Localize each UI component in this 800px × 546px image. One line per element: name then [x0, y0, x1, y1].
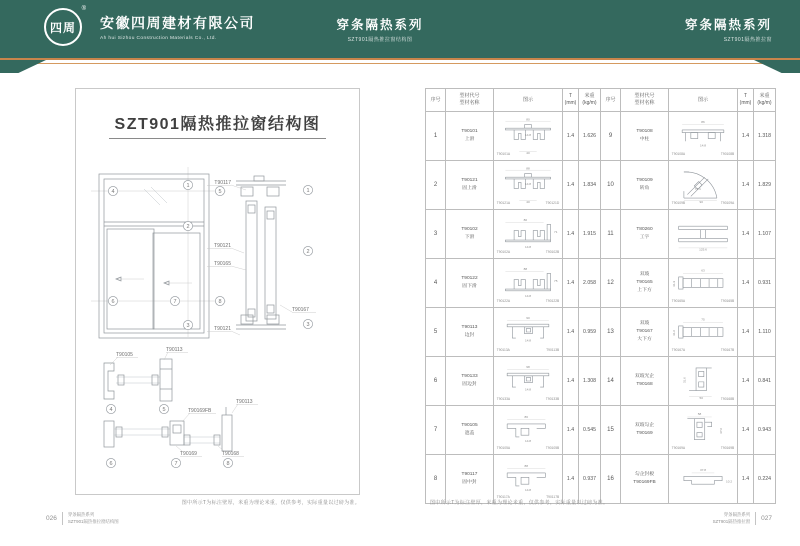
footer-line1: 穿条隔热系列: [723, 512, 751, 517]
svg-text:T90133B: T90133B: [545, 397, 560, 402]
profile-code-cell: T90133 固边封: [446, 357, 494, 406]
series-subtitle: SZT901隔热推拉窗结构图: [347, 37, 413, 43]
svg-text:6: 6: [111, 299, 115, 305]
page-title: SZT901隔热推拉窗结构图: [109, 111, 327, 139]
svg-text:31.6: 31.6: [682, 377, 687, 384]
profile-section-diagram: [670, 456, 736, 502]
thickness-cell: 1.4: [738, 308, 754, 357]
footer-divider: [62, 512, 63, 525]
svg-text:7: 7: [173, 299, 177, 305]
profile-section-diagram: [670, 162, 736, 208]
diagram-cell: [494, 357, 563, 406]
profile-code-cell: T90122 固下滑: [446, 259, 494, 308]
svg-text:4: 4: [109, 407, 113, 413]
footer-divider: [755, 512, 756, 525]
thickness-cell: 1.4: [738, 161, 754, 210]
svg-text:7: 7: [174, 461, 178, 467]
diagram-cell: [669, 259, 738, 308]
profile-section-diagram: [495, 407, 561, 453]
svg-text:3: 3: [186, 323, 190, 329]
svg-text:14.8: 14.8: [524, 244, 532, 249]
profile-section-diagram: [670, 211, 736, 257]
profile-code-cell: 勾企封板 T90169FB: [621, 455, 669, 504]
column-header: T (mm): [738, 89, 754, 112]
diagram-cell: [494, 259, 563, 308]
weight-cell: 1.107: [754, 210, 776, 259]
diagram-cell: [494, 455, 563, 504]
weight-cell: 0.931: [754, 259, 776, 308]
thickness-cell: 1.4: [738, 406, 754, 455]
svg-text:T90102A: T90102A: [496, 250, 511, 255]
profile-code-cell: T90105 遮盖: [446, 406, 494, 455]
profile-section-diagram: [670, 260, 736, 306]
row-number-cell: 9: [601, 112, 621, 161]
row-number-cell: 7: [426, 406, 446, 455]
column-header: 序号: [426, 89, 446, 112]
table-row: [426, 112, 776, 161]
svg-text:14.8: 14.8: [524, 182, 532, 186]
diagram-cell: [494, 406, 563, 455]
weight-cell: 1.834: [579, 161, 601, 210]
thickness-cell: 1.4: [738, 357, 754, 406]
company-name-cn: 安徽四周建材有限公司: [100, 15, 255, 31]
thickness-cell: 1.4: [738, 210, 754, 259]
thickness-cell: 1.4: [563, 308, 579, 357]
row-number-cell: 2: [426, 161, 446, 210]
svg-text:T90109A: T90109A: [720, 201, 735, 206]
svg-text:T90169FB: T90169FB: [188, 408, 212, 414]
svg-text:80: 80: [526, 117, 530, 122]
svg-text:80: 80: [523, 217, 528, 222]
svg-text:T90169A: T90169A: [671, 446, 686, 451]
svg-text:T90109B: T90109B: [671, 201, 686, 206]
svg-text:14.8: 14.8: [524, 439, 532, 444]
svg-text:T90167B: T90167B: [720, 348, 735, 353]
profile-section-diagram: [670, 113, 736, 159]
svg-text:T90168: T90168: [222, 451, 239, 457]
weight-cell: 1.915: [579, 210, 601, 259]
row-number-cell: 15: [601, 406, 621, 455]
svg-text:1: 1: [306, 188, 310, 194]
thickness-cell: 1.4: [738, 259, 754, 308]
diagram-cell: [669, 210, 738, 259]
footer-series-right: [713, 512, 751, 525]
svg-text:75: 75: [554, 279, 558, 284]
weight-cell: 0.224: [754, 455, 776, 504]
disclaimer-note-right: 图中所示T为标注壁厚，米重为理论米重，仅供参考，实际重量以过磅为准。: [430, 500, 609, 506]
svg-text:T90108B: T90108B: [720, 152, 735, 157]
page-number-right: 027: [761, 515, 772, 523]
svg-text:3: 3: [306, 322, 310, 328]
profile-code-cell: T90102 下滑: [446, 210, 494, 259]
svg-text:T90113: T90113: [236, 399, 253, 405]
series-title-left-page: [295, 15, 465, 43]
svg-text:T90105A: T90105A: [496, 446, 511, 451]
page-number-left: 026: [46, 515, 57, 523]
svg-text:74.1: 74.1: [694, 187, 701, 192]
row-number-cell: 10: [601, 161, 621, 210]
profile-section-diagram: [495, 260, 561, 306]
svg-text:2: 2: [186, 224, 190, 230]
diagram-cell: [669, 455, 738, 504]
company-block: [100, 13, 255, 41]
svg-text:40: 40: [526, 200, 530, 205]
svg-text:T90133A: T90133A: [496, 397, 511, 402]
row-number-cell: 14: [601, 357, 621, 406]
page-footer: [0, 510, 800, 536]
thickness-cell: 1.4: [563, 406, 579, 455]
profile-section-diagram: [670, 407, 736, 453]
svg-text:14.8: 14.8: [524, 133, 532, 137]
diagram-cell: [494, 112, 563, 161]
row-number-cell: 13: [601, 308, 621, 357]
weight-cell: 0.841: [754, 357, 776, 406]
column-header: 米重 (kg/m): [579, 89, 601, 112]
table-row: [426, 161, 776, 210]
svg-text:63: 63: [701, 268, 705, 273]
svg-text:37.6: 37.6: [719, 427, 724, 434]
footer-series-left: [68, 512, 119, 525]
footer-left: [46, 512, 119, 525]
svg-text:T90117: T90117: [214, 180, 231, 186]
svg-text:8: 8: [226, 461, 230, 467]
svg-text:75: 75: [701, 317, 705, 322]
profile-code-cell: T90113 边封: [446, 308, 494, 357]
profile-section-diagram: [495, 456, 561, 502]
accent-line-bottom: [0, 63, 800, 64]
table-row: [426, 308, 776, 357]
profile-code-cell: T90121 固上滑: [446, 161, 494, 210]
svg-text:T90165B: T90165B: [720, 299, 735, 304]
diagram-cell: [494, 308, 563, 357]
svg-text:8: 8: [218, 299, 222, 305]
svg-text:T90122A: T90122A: [496, 299, 511, 304]
weight-cell: 1.318: [754, 112, 776, 161]
table-header-row: [426, 89, 776, 112]
svg-text:T90169: T90169: [180, 451, 197, 457]
right-page: [425, 88, 775, 500]
footer-line1: 穿条隔热系列: [67, 512, 95, 517]
row-number-cell: 5: [426, 308, 446, 357]
svg-text:88: 88: [523, 266, 528, 271]
profile-spec-table: [425, 88, 776, 504]
svg-text:1: 1: [186, 183, 190, 189]
row-number-cell: 6: [426, 357, 446, 406]
row-number-cell: 16: [601, 455, 621, 504]
svg-text:T90165: T90165: [214, 261, 231, 267]
svg-text:86: 86: [701, 119, 705, 124]
profile-code-cell: T90108 中柱: [621, 112, 669, 161]
column-header: 序号: [601, 89, 621, 112]
weight-cell: 2.058: [579, 259, 601, 308]
svg-text:T90168B: T90168B: [720, 397, 735, 402]
table-row: [426, 259, 776, 308]
table-row: [426, 210, 776, 259]
svg-text:T90169B: T90169B: [720, 446, 735, 451]
table-row: [426, 357, 776, 406]
svg-text:90: 90: [699, 200, 703, 205]
window-structure-drawing: [76, 89, 361, 496]
svg-text:40: 40: [526, 151, 530, 156]
row-number-cell: 1: [426, 112, 446, 161]
thickness-cell: 1.4: [563, 112, 579, 161]
svg-text:86: 86: [524, 414, 528, 419]
svg-text:14.8: 14.8: [524, 488, 532, 493]
column-header: 型材代号 型材名称: [621, 89, 669, 112]
row-number-cell: 8: [426, 455, 446, 504]
thickness-cell: 1.4: [563, 161, 579, 210]
svg-text:T90105: T90105: [116, 352, 133, 358]
svg-text:50: 50: [699, 396, 703, 401]
profile-section-diagram: [495, 211, 561, 257]
weight-cell: 1.829: [754, 161, 776, 210]
svg-text:T90167: T90167: [292, 307, 309, 313]
weight-cell: 0.943: [754, 406, 776, 455]
row-number-cell: 4: [426, 259, 446, 308]
svg-text:88: 88: [526, 166, 530, 171]
row-number-cell: 3: [426, 210, 446, 259]
footer-line2: SZT901隔热推拉窗: [712, 518, 751, 524]
thickness-cell: 1.4: [563, 210, 579, 259]
weight-cell: 0.959: [579, 308, 601, 357]
svg-text:58: 58: [697, 412, 702, 417]
svg-text:T90105B: T90105B: [545, 446, 560, 451]
svg-text:31.6: 31.6: [672, 329, 677, 336]
accent-line-top: [0, 58, 800, 60]
column-header: 型材代号 型材名称: [446, 89, 494, 112]
svg-text:T90113B: T90113B: [546, 348, 560, 353]
thickness-cell: 1.4: [738, 455, 754, 504]
svg-text:T90117A: T90117A: [496, 495, 510, 500]
registered-trademark-icon: ®: [81, 6, 86, 12]
logo-mark: 四周: [44, 8, 82, 46]
svg-text:T90101A: T90101A: [496, 152, 511, 157]
series-title-right-page: [685, 15, 772, 43]
svg-text:5: 5: [162, 407, 166, 413]
svg-text:88: 88: [524, 463, 528, 468]
profile-section-diagram: [670, 358, 736, 404]
svg-text:14.8: 14.8: [524, 338, 532, 343]
weight-cell: 1.110: [754, 308, 776, 357]
profile-section-diagram: [670, 309, 736, 355]
profile-section-diagram: [495, 358, 561, 404]
diagram-cell: [669, 308, 738, 357]
svg-text:31.9: 31.9: [672, 280, 677, 287]
profile-code-cell: 双玻光企 T90168: [621, 357, 669, 406]
series-name: 穿条隔热系列: [684, 18, 772, 32]
weight-cell: 1.308: [579, 357, 601, 406]
column-header: 图示: [494, 89, 563, 112]
diagram-cell: [494, 161, 563, 210]
svg-text:T90113: T90113: [166, 347, 183, 353]
svg-text:T90167A: T90167A: [671, 348, 686, 353]
svg-text:4: 4: [111, 189, 115, 195]
profile-section-diagram: [495, 162, 561, 208]
thickness-cell: 1.4: [563, 357, 579, 406]
footer-line2: SZT901隔热推拉窗结构图: [67, 518, 119, 524]
column-header: 图示: [669, 89, 738, 112]
svg-text:6: 6: [109, 461, 113, 467]
profile-code-cell: T80260 工字: [621, 210, 669, 259]
diagram-cell: [669, 112, 738, 161]
svg-text:T90122B: T90122B: [545, 299, 560, 304]
svg-text:T90108A: T90108A: [671, 152, 686, 157]
left-page: [75, 88, 360, 495]
svg-text:37.8: 37.8: [699, 468, 707, 473]
diagram-cell: [669, 357, 738, 406]
weight-cell: 1.626: [579, 112, 601, 161]
profile-code-cell: 双玻 T90165 上下方: [621, 259, 669, 308]
profile-code-cell: T90109 转角: [621, 161, 669, 210]
svg-text:90: 90: [526, 315, 530, 320]
ribbon-fold-right: [754, 60, 800, 73]
profile-section-diagram: [495, 309, 561, 355]
profile-code-cell: 双玻 T90167 大下方: [621, 308, 669, 357]
row-number-cell: 11: [601, 210, 621, 259]
svg-text:5: 5: [218, 189, 222, 195]
svg-text:2: 2: [306, 249, 310, 255]
svg-text:T90121: T90121: [214, 326, 231, 332]
profile-code-cell: 双玻勾企 T90169: [621, 406, 669, 455]
row-number-cell: 12: [601, 259, 621, 308]
weight-cell: 0.937: [579, 455, 601, 504]
svg-text:T90165A: T90165A: [671, 299, 686, 304]
table-row: [426, 455, 776, 504]
thickness-cell: 1.4: [563, 259, 579, 308]
series-subtitle: SZT901隔热推拉窗: [723, 37, 772, 43]
header-band: [0, 0, 800, 58]
ribbon-fold-left: [0, 60, 46, 73]
thickness-cell: 1.4: [563, 455, 579, 504]
svg-text:T90121: T90121: [214, 243, 231, 249]
profile-code-cell: T90117 固中封: [446, 455, 494, 504]
svg-text:71: 71: [554, 230, 558, 235]
svg-text:14.8: 14.8: [524, 293, 532, 298]
column-header: T (mm): [563, 89, 579, 112]
svg-text:14.8: 14.8: [524, 387, 532, 392]
company-logo: [44, 8, 84, 48]
series-name: 穿条隔热系列: [336, 18, 424, 32]
diagram-cell: [494, 210, 563, 259]
svg-text:T90121A: T90121A: [496, 201, 511, 206]
svg-text:T90113A: T90113A: [496, 348, 510, 353]
diagram-cell: [669, 406, 738, 455]
table-row: [426, 406, 776, 455]
profile-code-cell: T90101 上滑: [446, 112, 494, 161]
weight-cell: 0.545: [579, 406, 601, 455]
diagram-cell: [669, 161, 738, 210]
thickness-cell: 1.4: [738, 112, 754, 161]
footer-right: [713, 512, 772, 525]
svg-text:10.2: 10.2: [726, 479, 733, 484]
company-name-en: Ah hui Sizhou Construction Materials Co., Ltd.: [100, 36, 217, 41]
profile-section-diagram: [495, 113, 561, 159]
svg-text:14.8: 14.8: [699, 143, 707, 148]
svg-text:T90117B: T90117B: [546, 495, 560, 500]
svg-text:98: 98: [526, 364, 530, 369]
svg-text:T90102B: T90102B: [545, 250, 560, 255]
disclaimer-note-left: 图中所示T为标注壁厚，米重为理论米重，仅供参考，实际重量以过磅为准。: [181, 500, 360, 506]
svg-text:T90121D: T90121D: [545, 201, 560, 206]
svg-text:125.6: 125.6: [699, 247, 707, 252]
column-header: 米重 (kg/m): [754, 89, 776, 112]
